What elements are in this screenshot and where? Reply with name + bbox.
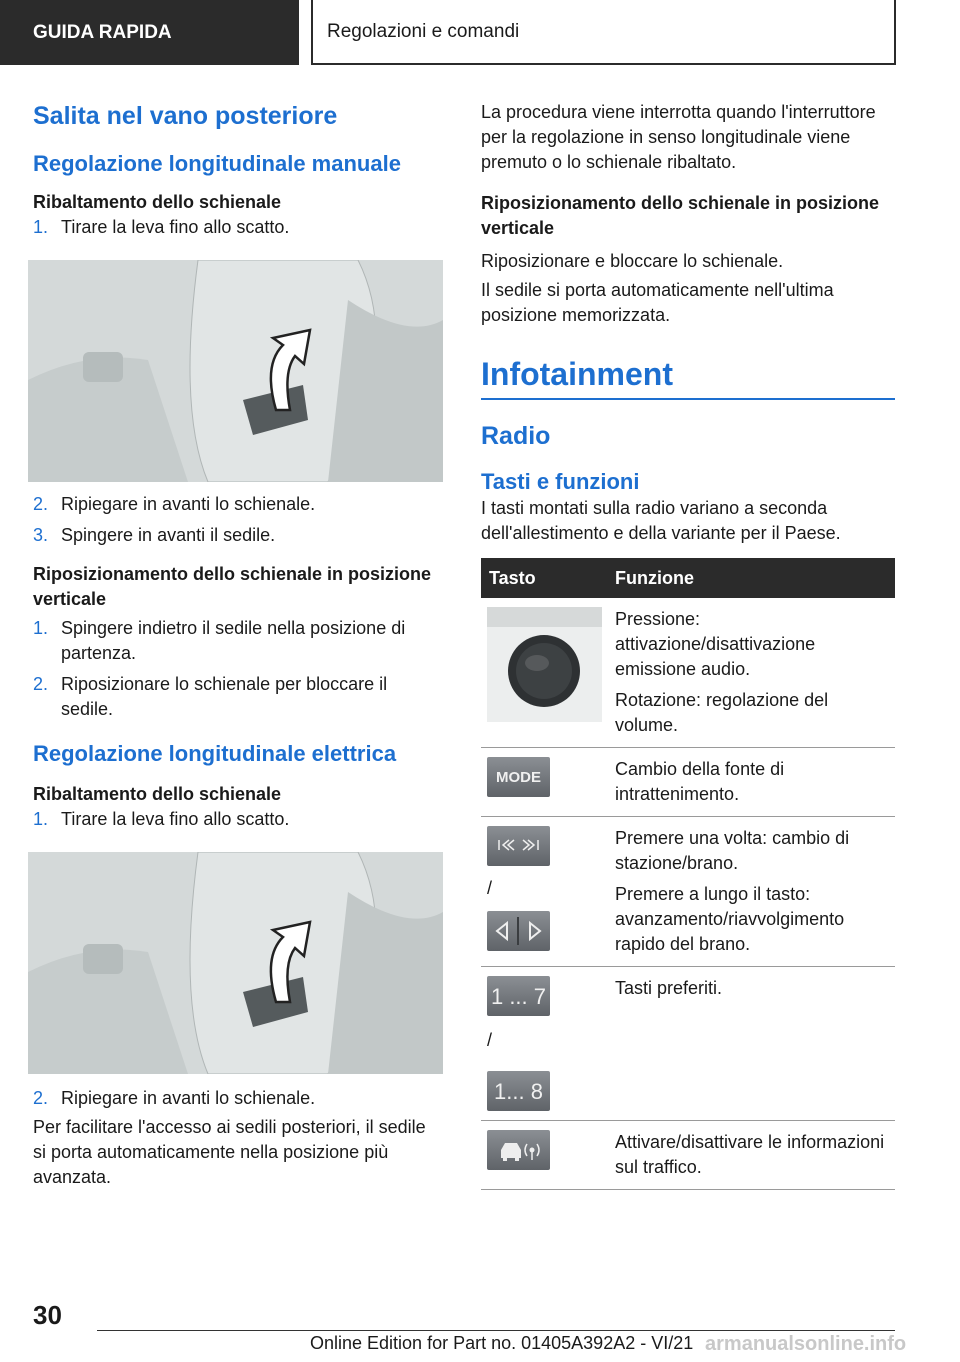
preset-1-7-image: 1 ... 7 bbox=[487, 976, 550, 1016]
preset-1-8-image: 1... 8 bbox=[487, 1071, 550, 1111]
volume-knob-icon bbox=[487, 607, 602, 722]
keys-table bbox=[481, 558, 895, 1190]
list-item: 2. Ripiegare in avanti lo schienale. bbox=[33, 1088, 316, 1108]
electric-note: Per facilitare l'accesso ai sedili posteriori, il sedile si porta automaticamente nella posizione più avanzata. bbox=[33, 1117, 426, 1187]
footer-edition: Online Edition for Part no. 01405A392A2 - VI/21 bbox=[310, 1333, 694, 1353]
keys-intro: I tasti montati sulla radio variano a seconda dell'allestimento e della variante per il Paese. bbox=[481, 498, 841, 543]
section-title: Salita nel vano posteriore bbox=[33, 102, 338, 130]
table-row: Pressione: attivazione/disattivazione emissione audio. Rotazione: regolazione del volume. bbox=[481, 598, 895, 748]
mode-button-image: MODE bbox=[487, 757, 550, 797]
seat-lever-photo-icon bbox=[28, 852, 443, 1074]
table-row: / Premere una volta: cambio di stazione/brano. Premere a lungo il tasto: avanzamento/riavvolgimento rapido del brano. bbox=[481, 817, 895, 967]
interrupt-text: La procedura viene interrotta quando l'interruttore per la regolazione in senso longitudinale viene premuto o lo schienale ribaltato. bbox=[481, 102, 876, 172]
col-key: Tasto bbox=[481, 558, 607, 598]
header-section-label: GUIDA RAPIDA bbox=[33, 21, 172, 43]
list-item: 3. Spingere in avanti il sedile. bbox=[33, 525, 276, 545]
skip-track-icon bbox=[487, 826, 550, 866]
seat-lever-photo-icon bbox=[28, 260, 443, 482]
table-row: MODE Cambio della fonte di intrattenimento. bbox=[481, 748, 895, 817]
list-item: 1. Spingere indietro il sedile nella posizione di partenza. bbox=[33, 618, 406, 663]
electric-heading: Regolazione longitudinale elettrica bbox=[33, 741, 397, 766]
left-right-arrows-icon bbox=[487, 911, 550, 951]
table-row: 1 ... 7 / 1... 8 Tasti preferiti. bbox=[481, 967, 895, 1121]
left-column bbox=[33, 100, 443, 1190]
list-item: 2. Riposizionare lo schienale per bloccare il sedile. bbox=[33, 674, 388, 719]
list-item: 1. Tirare la leva fino allo scatto. bbox=[33, 809, 290, 829]
right-column bbox=[481, 100, 895, 1190]
keys-heading: Tasti e funzioni bbox=[481, 469, 640, 494]
upright-p1: Riposizionare e bloccare lo schienale. bbox=[481, 251, 784, 271]
fold-heading-electric: Ribaltamento dello schienale bbox=[33, 784, 282, 804]
upright-p2: Il sedile si porta automaticamente nell'ultima posizione memorizzata. bbox=[481, 280, 834, 325]
page-number: 30 bbox=[33, 1300, 62, 1330]
footer-divider bbox=[97, 1330, 895, 1331]
watermark: armanualsonline.info bbox=[705, 1333, 907, 1355]
header-chapter-label: Regolazioni e comandi bbox=[327, 20, 520, 42]
upright-heading: Riposizionamento dello schienale in posizione verticale bbox=[33, 564, 432, 609]
fold-heading: Ribaltamento dello schienale bbox=[33, 192, 282, 212]
infotainment-title: Infotainment bbox=[481, 354, 895, 400]
header-chapter bbox=[311, 0, 896, 65]
radio-heading: Radio bbox=[481, 422, 551, 450]
list-item: 2. Ripiegare in avanti lo schienale. bbox=[33, 494, 316, 514]
header-section bbox=[0, 0, 299, 65]
table-row: Attivare/disattivare le informazioni sul traffico. bbox=[481, 1121, 895, 1190]
upright-heading-electric: Riposizionamento dello schienale in posizione verticale bbox=[481, 193, 880, 238]
traffic-info-icon bbox=[487, 1130, 550, 1170]
manual-heading: Regolazione longitudinale manuale bbox=[33, 151, 401, 176]
col-func: Funzione bbox=[607, 558, 895, 598]
list-item: 1. Tirare la leva fino allo scatto. bbox=[33, 217, 290, 237]
